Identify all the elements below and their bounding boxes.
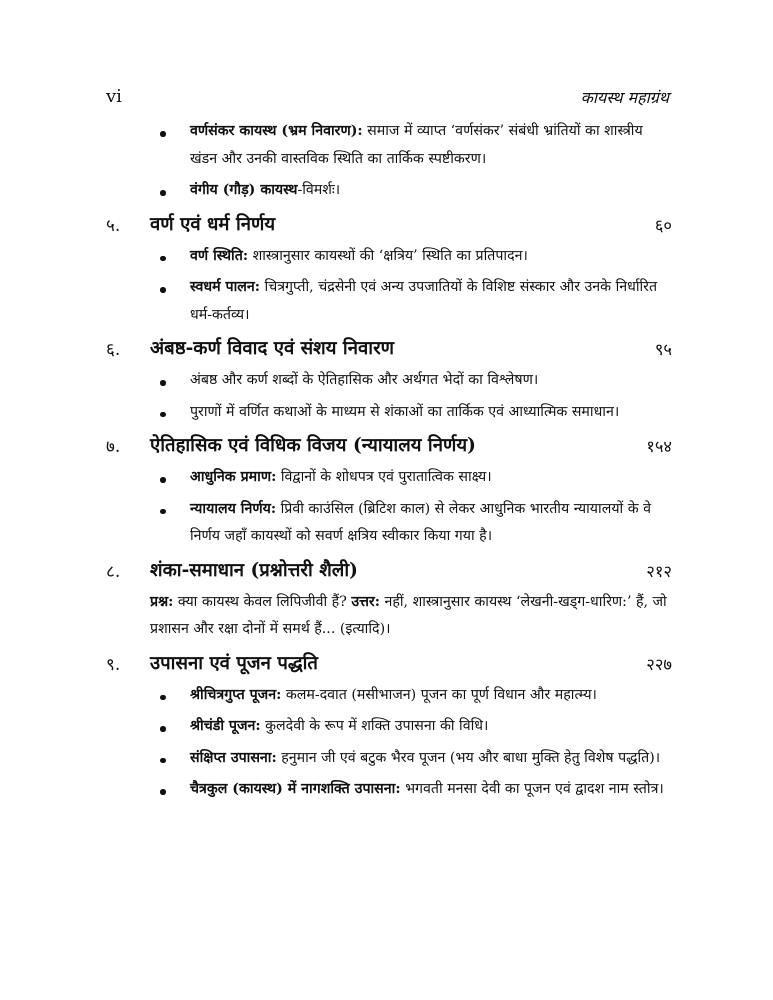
bullet-label: श्रीचंडी पूजन:	[190, 718, 261, 734]
bullet-text: विद्वानों के शोधपत्र एवं पुरातात्विक साक्ष्य।	[276, 469, 492, 485]
toc-bullet	[106, 367, 672, 395]
toc-section-heading	[106, 432, 672, 464]
toc-bullet	[106, 713, 672, 741]
section-title: शंका-समाधान (प्रश्नोत्तरी शैली)	[150, 559, 358, 581]
bullet-icon	[160, 726, 166, 732]
section-page-number: २२७	[646, 654, 672, 674]
bullet-label: आधुनिक प्रमाण:	[190, 469, 277, 485]
bullet-text: अंबष्ठ और कर्ण शब्दों के ऐतिहासिक और अर्थगत भेदों का विश्लेषण।	[190, 372, 539, 388]
bullet-icon	[160, 380, 166, 386]
bullet-icon	[160, 758, 166, 764]
toc-bullet	[106, 274, 672, 329]
bullet-text: शास्त्रानुसार कायस्थों की ‘क्षत्रिय’ स्थिति का प्रतिपादन।	[248, 247, 528, 264]
toc-bullet	[106, 496, 672, 551]
section-number: ८.	[106, 561, 121, 582]
toc-bullet	[106, 243, 672, 271]
bullet-text: भगवती मनसा देवी का पूजन एवं द्वादश नाम स्तोत्र।	[400, 781, 664, 797]
bullet-icon	[160, 789, 166, 795]
section-page-number: ९५	[654, 340, 672, 359]
section-title: उपासना एवं पूजन पद्धति	[150, 652, 318, 674]
bullet-label: वर्ण स्थिति:	[190, 247, 249, 264]
bullet-label: संक्षिप्त उपासना:	[190, 749, 277, 766]
bullet-label: वर्णसंकर कायस्थ (भ्रम निवारण):	[190, 123, 363, 139]
bullet-icon	[160, 131, 166, 137]
qa-paragraph	[106, 589, 672, 644]
bullet-icon	[160, 412, 166, 418]
bullet-label: श्रीचित्रगुप्त पूजन:	[190, 686, 282, 703]
bullet-label: चैत्रकुल (कायस्थ) में नागशक्ति उपासना:	[190, 781, 401, 797]
toc-section-heading	[106, 557, 672, 589]
bullet-icon	[160, 190, 166, 196]
bullet-text: कुलदेवी के रूप में शक्ति उपासना की विधि।	[260, 718, 489, 734]
bullet-label: वंगीय (गौड़) कायस्थ	[190, 182, 298, 198]
bullet-text: पुराणों में वर्णित कथाओं के माध्यम से शंकाओं का तार्किक एवं आध्यात्मिक समाधान।	[190, 403, 620, 420]
bullet-icon	[160, 477, 166, 483]
bullet-text: हनुमान जी एवं बटुक भैरव पूजन (भय और बाधा मुक्ति हेतु विशेष पद्धति)।	[276, 749, 661, 766]
toc-bullet	[106, 682, 672, 710]
question-label: प्रश्न:	[150, 593, 174, 610]
bullet-label: स्वधर्म पालन:	[190, 279, 261, 295]
section-title: वर्ण एवं धर्म निर्णय	[150, 213, 276, 235]
section-number: ६.	[106, 340, 121, 360]
table-of-contents	[106, 118, 672, 804]
section-number: ५.	[106, 215, 121, 236]
toc-bullet	[106, 776, 672, 804]
toc-section-heading	[106, 335, 672, 367]
toc-section-heading	[106, 211, 672, 243]
section-title: अंबष्ठ-कर्ण विवाद एवं संशय निवारण	[150, 338, 395, 359]
section-page-number: १५४	[646, 437, 672, 456]
answer-label: उत्तर:	[351, 593, 380, 610]
toc-bullet	[106, 177, 672, 205]
bullet-text: चित्रगुप्ती, चंद्रसेनी एवं अन्य उपजातियों के विशिष्ट संस्कार और उनके निर्धारित धर्म-कर्तव्य।	[190, 279, 658, 323]
bullet-text: कलम-दवात (मसीभाजन) पूजन का पूर्ण विधान और महात्म्य।	[281, 686, 597, 703]
section-number: ७.	[106, 437, 121, 457]
page-number: vi	[106, 86, 122, 107]
bullet-text: -विमर्शः।	[297, 182, 341, 198]
answer-text: नहीं, शास्त्रानुसार कायस्थ ‘लेखनी-खड्ग-धारिण:’ हैं, जो प्रशासन और रक्षा दोनों में समर्थ हैं... (इत्यादि)।	[150, 593, 667, 637]
bullet-icon	[160, 287, 166, 293]
bullet-icon	[160, 695, 166, 701]
question-text: क्या कायस्थ केवल लिपिजीवी हैं?	[173, 593, 352, 610]
section-page-number: २१२	[646, 561, 672, 581]
section-number: ९.	[106, 654, 121, 675]
bullet-icon	[160, 256, 166, 262]
section-title: ऐतिहासिक एवं विधिक विजय (न्यायालय निर्णय)	[150, 435, 476, 456]
toc-bullet	[106, 399, 672, 427]
section-page-number: ६०	[654, 215, 672, 235]
toc-bullet	[106, 745, 672, 773]
running-header-title: कायस्थ महाग्रंथ	[580, 88, 669, 107]
toc-bullet	[106, 464, 672, 492]
bullet-text: समाज में व्याप्त ‘वर्णसंकर’ संबंधी भ्रांतियों का शास्त्रीय खंडन और उनकी वास्तविक स्थिति का तार्किक स्पष्टीकरण।	[190, 123, 643, 167]
bullet-icon	[160, 509, 166, 515]
toc-bullet	[106, 118, 672, 173]
bullet-label: न्यायालय निर्णय:	[190, 500, 277, 517]
toc-section-heading	[106, 650, 672, 682]
bullet-text: प्रिवी काउंसिल (ब्रिटिश काल) से लेकर आधुनिक भारतीय न्यायालयों के वे निर्णय जहाँ कायस्थों को सवर्ण क्षत्रिय स्वीकार किया गया है।	[190, 500, 652, 544]
